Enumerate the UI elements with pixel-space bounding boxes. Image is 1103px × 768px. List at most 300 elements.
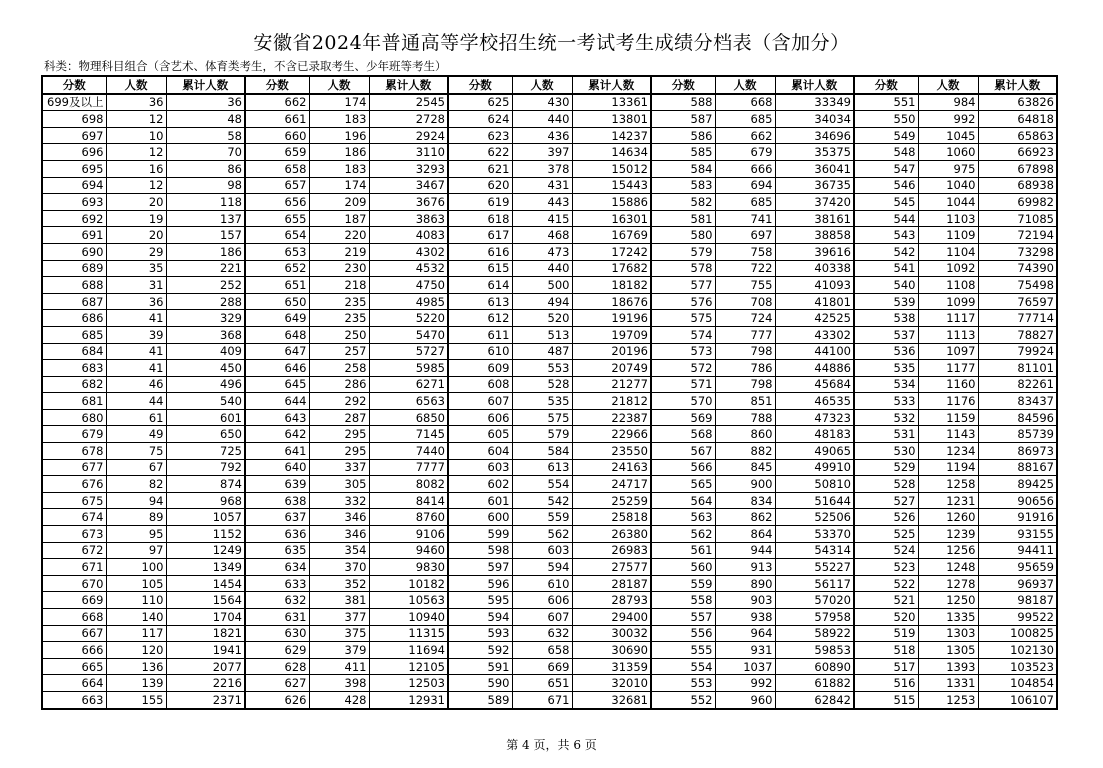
cell-score: 553 — [651, 675, 715, 692]
cell-count: 992 — [918, 111, 978, 128]
cell-count: 295 — [309, 426, 369, 443]
cell-cumulative: 34034 — [775, 111, 854, 128]
cell-cumulative: 874 — [166, 476, 245, 493]
cell-cumulative: 98 — [166, 177, 245, 194]
cell-cumulative: 252 — [166, 277, 245, 294]
cell-cumulative: 19709 — [572, 326, 651, 343]
cell-count: 610 — [512, 575, 572, 592]
cell-count: 1117 — [918, 310, 978, 327]
cell-count: 685 — [715, 111, 775, 128]
cell-cumulative: 157 — [166, 227, 245, 244]
cell-count: 903 — [715, 592, 775, 609]
cell-score: 698 — [42, 111, 106, 128]
cell-count: 834 — [715, 492, 775, 509]
cell-cumulative: 60890 — [775, 658, 854, 675]
header-count: 人数 — [512, 76, 572, 94]
cell-count: 97 — [106, 542, 166, 559]
cell-score: 641 — [245, 443, 309, 460]
cell-score: 673 — [42, 526, 106, 543]
table-row — [42, 575, 1057, 592]
cell-count: 12 — [106, 177, 166, 194]
cell-count: 882 — [715, 443, 775, 460]
cell-cumulative: 8082 — [369, 476, 448, 493]
cell-score: 681 — [42, 393, 106, 410]
cell-cumulative: 28187 — [572, 575, 651, 592]
cell-cumulative: 25259 — [572, 492, 651, 509]
cell-count: 1260 — [918, 509, 978, 526]
cell-score: 588 — [651, 94, 715, 111]
cell-count: 500 — [512, 277, 572, 294]
cell-count: 553 — [512, 360, 572, 377]
table-row — [42, 360, 1057, 377]
cell-cumulative: 85739 — [978, 426, 1057, 443]
cell-score: 697 — [42, 127, 106, 144]
cell-count: 860 — [715, 426, 775, 443]
cell-score: 526 — [854, 509, 918, 526]
cell-cumulative: 102130 — [978, 642, 1057, 659]
cell-score: 607 — [448, 393, 512, 410]
cell-score: 657 — [245, 177, 309, 194]
cell-count: 1253 — [918, 691, 978, 708]
cell-score: 554 — [651, 658, 715, 675]
cell-count: 258 — [309, 360, 369, 377]
cell-cumulative: 54314 — [775, 542, 854, 559]
cell-cumulative: 13801 — [572, 111, 651, 128]
cell-score: 544 — [854, 210, 918, 227]
cell-count: 559 — [512, 509, 572, 526]
cell-count: 1248 — [918, 559, 978, 576]
category-note: 科类：物理科目组合（含艺术、体育类考生，不含已录取考生、少年班等考生） — [44, 59, 447, 73]
cell-score: 695 — [42, 160, 106, 177]
cell-score: 608 — [448, 376, 512, 393]
cell-score: 696 — [42, 144, 106, 161]
cell-score: 659 — [245, 144, 309, 161]
cell-cumulative: 4083 — [369, 227, 448, 244]
cell-score: 602 — [448, 476, 512, 493]
header-count: 人数 — [106, 76, 166, 94]
cell-count: 12 — [106, 144, 166, 161]
cell-cumulative: 24163 — [572, 459, 651, 476]
cell-cumulative: 6850 — [369, 409, 448, 426]
cell-cumulative: 96937 — [978, 575, 1057, 592]
cell-count: 219 — [309, 243, 369, 260]
header-score: 分数 — [651, 76, 715, 94]
table-row — [42, 459, 1057, 476]
cell-count: 136 — [106, 658, 166, 675]
cell-cumulative: 44886 — [775, 360, 854, 377]
cell-count: 662 — [715, 127, 775, 144]
cell-count: 19 — [106, 210, 166, 227]
cell-cumulative: 1564 — [166, 592, 245, 609]
cell-score: 628 — [245, 658, 309, 675]
cell-count: 671 — [512, 691, 572, 708]
cell-cumulative: 31359 — [572, 658, 651, 675]
cell-count: 788 — [715, 409, 775, 426]
header-count: 人数 — [918, 76, 978, 94]
cell-score: 665 — [42, 658, 106, 675]
cell-score: 534 — [854, 376, 918, 393]
cell-count: 295 — [309, 443, 369, 460]
cell-count: 89 — [106, 509, 166, 526]
cell-cumulative: 6271 — [369, 376, 448, 393]
cell-score: 670 — [42, 575, 106, 592]
cell-count: 286 — [309, 376, 369, 393]
cell-count: 41 — [106, 343, 166, 360]
cell-count: 798 — [715, 376, 775, 393]
cell-count: 1045 — [918, 127, 978, 144]
table-row — [42, 609, 1057, 626]
cell-cumulative: 13361 — [572, 94, 651, 111]
table-row — [42, 542, 1057, 559]
cell-cumulative: 71085 — [978, 210, 1057, 227]
cell-count: 1231 — [918, 492, 978, 509]
cell-cumulative: 2728 — [369, 111, 448, 128]
cell-count: 528 — [512, 376, 572, 393]
cell-cumulative: 67898 — [978, 160, 1057, 177]
cell-count: 579 — [512, 426, 572, 443]
cell-count: 651 — [512, 675, 572, 692]
cell-cumulative: 1454 — [166, 575, 245, 592]
table-row — [42, 310, 1057, 327]
cell-score: 601 — [448, 492, 512, 509]
cell-cumulative: 23550 — [572, 443, 651, 460]
cell-score: 572 — [651, 360, 715, 377]
cell-count: 513 — [512, 326, 572, 343]
cell-cumulative: 36041 — [775, 160, 854, 177]
cell-count: 36 — [106, 94, 166, 111]
cell-count: 741 — [715, 210, 775, 227]
cell-count: 16 — [106, 160, 166, 177]
cell-cumulative: 26380 — [572, 526, 651, 543]
cell-cumulative: 22387 — [572, 409, 651, 426]
cell-score: 576 — [651, 293, 715, 310]
cell-score: 625 — [448, 94, 512, 111]
cell-score: 699及以上 — [42, 94, 106, 111]
cell-cumulative: 650 — [166, 426, 245, 443]
cell-count: 82 — [106, 476, 166, 493]
cell-count: 187 — [309, 210, 369, 227]
cell-count: 1143 — [918, 426, 978, 443]
cell-cumulative: 72194 — [978, 227, 1057, 244]
header-count: 人数 — [715, 76, 775, 94]
cell-score: 609 — [448, 360, 512, 377]
cell-count: 186 — [309, 144, 369, 161]
cell-score: 694 — [42, 177, 106, 194]
cell-count: 862 — [715, 509, 775, 526]
cell-score: 584 — [651, 160, 715, 177]
cell-score: 647 — [245, 343, 309, 360]
cell-cumulative: 75498 — [978, 277, 1057, 294]
cell-score: 527 — [854, 492, 918, 509]
cell-cumulative: 288 — [166, 293, 245, 310]
cell-cumulative: 1152 — [166, 526, 245, 543]
cell-cumulative: 46535 — [775, 393, 854, 410]
cell-count: 140 — [106, 609, 166, 626]
cell-score: 582 — [651, 194, 715, 211]
cell-count: 1258 — [918, 476, 978, 493]
cell-cumulative: 81101 — [978, 360, 1057, 377]
cell-score: 672 — [42, 542, 106, 559]
cell-count: 685 — [715, 194, 775, 211]
cell-cumulative: 74390 — [978, 260, 1057, 277]
cell-score: 568 — [651, 426, 715, 443]
cell-score: 605 — [448, 426, 512, 443]
table-row — [42, 526, 1057, 543]
cell-score: 557 — [651, 609, 715, 626]
cell-cumulative: 2077 — [166, 658, 245, 675]
cell-score: 543 — [854, 227, 918, 244]
cell-cumulative: 10182 — [369, 575, 448, 592]
cell-score: 629 — [245, 642, 309, 659]
cell-cumulative: 48183 — [775, 426, 854, 443]
cell-score: 653 — [245, 243, 309, 260]
cell-score: 632 — [245, 592, 309, 609]
cell-cumulative: 496 — [166, 376, 245, 393]
cell-score: 660 — [245, 127, 309, 144]
cell-cumulative: 58 — [166, 127, 245, 144]
cell-cumulative: 94411 — [978, 542, 1057, 559]
table-row — [42, 127, 1057, 144]
cell-cumulative: 41801 — [775, 293, 854, 310]
cell-score: 622 — [448, 144, 512, 161]
cell-cumulative: 65863 — [978, 127, 1057, 144]
cell-score: 577 — [651, 277, 715, 294]
cell-score: 592 — [448, 642, 512, 659]
table-row — [42, 476, 1057, 493]
cell-cumulative: 36 — [166, 94, 245, 111]
cell-count: 183 — [309, 160, 369, 177]
cell-score: 624 — [448, 111, 512, 128]
cell-count: 1092 — [918, 260, 978, 277]
cell-score: 631 — [245, 609, 309, 626]
cell-count: 984 — [918, 94, 978, 111]
cell-cumulative: 70 — [166, 144, 245, 161]
table-row — [42, 243, 1057, 260]
cell-count: 668 — [715, 94, 775, 111]
cell-cumulative: 30690 — [572, 642, 651, 659]
cell-count: 1060 — [918, 144, 978, 161]
cell-count: 235 — [309, 310, 369, 327]
cell-count: 694 — [715, 177, 775, 194]
cell-count: 174 — [309, 177, 369, 194]
cell-cumulative: 450 — [166, 360, 245, 377]
table-row — [42, 277, 1057, 294]
cell-count: 346 — [309, 526, 369, 543]
cell-count: 257 — [309, 343, 369, 360]
cell-count: 1335 — [918, 609, 978, 626]
cell-score: 683 — [42, 360, 106, 377]
cell-score: 594 — [448, 609, 512, 626]
cell-score: 680 — [42, 409, 106, 426]
cell-count: 1177 — [918, 360, 978, 377]
cell-cumulative: 66923 — [978, 144, 1057, 161]
table-row — [42, 210, 1057, 227]
cell-cumulative: 368 — [166, 326, 245, 343]
cell-score: 564 — [651, 492, 715, 509]
cell-cumulative: 7777 — [369, 459, 448, 476]
cell-cumulative: 3293 — [369, 160, 448, 177]
cell-count: 31 — [106, 277, 166, 294]
cell-count: 724 — [715, 310, 775, 327]
cell-cumulative: 9830 — [369, 559, 448, 576]
cell-count: 1250 — [918, 592, 978, 609]
table-row — [42, 492, 1057, 509]
cell-cumulative: 9106 — [369, 526, 448, 543]
cell-count: 67 — [106, 459, 166, 476]
cell-count: 378 — [512, 160, 572, 177]
cell-count: 606 — [512, 592, 572, 609]
table-row — [42, 194, 1057, 211]
cell-cumulative: 11694 — [369, 642, 448, 659]
cell-score: 623 — [448, 127, 512, 144]
cell-score: 563 — [651, 509, 715, 526]
cell-cumulative: 56117 — [775, 575, 854, 592]
cell-cumulative: 15012 — [572, 160, 651, 177]
cell-cumulative: 137 — [166, 210, 245, 227]
cell-cumulative: 24717 — [572, 476, 651, 493]
cell-cumulative: 93155 — [978, 526, 1057, 543]
cell-cumulative: 8414 — [369, 492, 448, 509]
cell-cumulative: 792 — [166, 459, 245, 476]
cell-cumulative: 17682 — [572, 260, 651, 277]
table-row — [42, 227, 1057, 244]
cell-cumulative: 21277 — [572, 376, 651, 393]
cell-cumulative: 4532 — [369, 260, 448, 277]
cell-count: 562 — [512, 526, 572, 543]
cell-score: 671 — [42, 559, 106, 576]
cell-score: 617 — [448, 227, 512, 244]
cell-count: 960 — [715, 691, 775, 708]
table-row — [42, 343, 1057, 360]
cell-cumulative: 33349 — [775, 94, 854, 111]
cell-score: 642 — [245, 426, 309, 443]
cell-count: 415 — [512, 210, 572, 227]
cell-cumulative: 18182 — [572, 277, 651, 294]
cell-cumulative: 1349 — [166, 559, 245, 576]
cell-score: 537 — [854, 326, 918, 343]
cell-score: 538 — [854, 310, 918, 327]
cell-cumulative: 40338 — [775, 260, 854, 277]
cell-count: 722 — [715, 260, 775, 277]
cell-score: 598 — [448, 542, 512, 559]
cell-cumulative: 76597 — [978, 293, 1057, 310]
cell-score: 652 — [245, 260, 309, 277]
cell-count: 575 — [512, 409, 572, 426]
cell-count: 430 — [512, 94, 572, 111]
cell-cumulative: 10940 — [369, 609, 448, 626]
cell-score: 521 — [854, 592, 918, 609]
header-score: 分数 — [448, 76, 512, 94]
cell-score: 658 — [245, 160, 309, 177]
cell-cumulative: 45684 — [775, 376, 854, 393]
cell-count: 473 — [512, 243, 572, 260]
cell-cumulative: 26983 — [572, 542, 651, 559]
cell-cumulative: 5470 — [369, 326, 448, 343]
table-row — [42, 675, 1057, 692]
cell-score: 593 — [448, 625, 512, 642]
cell-cumulative: 88167 — [978, 459, 1057, 476]
cell-score: 516 — [854, 675, 918, 692]
cell-score: 562 — [651, 526, 715, 543]
cell-cumulative: 64818 — [978, 111, 1057, 128]
score-distribution-table — [41, 75, 1058, 710]
cell-count: 110 — [106, 592, 166, 609]
cell-score: 580 — [651, 227, 715, 244]
cell-score: 556 — [651, 625, 715, 642]
cell-count: 1393 — [918, 658, 978, 675]
cell-cumulative: 63826 — [978, 94, 1057, 111]
cell-score: 655 — [245, 210, 309, 227]
cell-count: 117 — [106, 625, 166, 642]
cell-count: 94 — [106, 492, 166, 509]
cell-score: 600 — [448, 509, 512, 526]
cell-cumulative: 106107 — [978, 691, 1057, 708]
cell-count: 346 — [309, 509, 369, 526]
cell-score: 528 — [854, 476, 918, 493]
cell-score: 549 — [854, 127, 918, 144]
page-title: 安徽省2024年普通高等学校招生统一考试考生成绩分档表（含加分） — [253, 32, 850, 54]
cell-score: 675 — [42, 492, 106, 509]
cell-score: 664 — [42, 675, 106, 692]
cell-count: 155 — [106, 691, 166, 708]
cell-count: 1256 — [918, 542, 978, 559]
header-count: 人数 — [309, 76, 369, 94]
table-row — [42, 409, 1057, 426]
cell-cumulative: 221 — [166, 260, 245, 277]
cell-cumulative: 601 — [166, 409, 245, 426]
cell-score: 591 — [448, 658, 512, 675]
table-row — [42, 393, 1057, 410]
cell-count: 352 — [309, 575, 369, 592]
cell-count: 851 — [715, 393, 775, 410]
cell-count: 1234 — [918, 443, 978, 460]
cell-count: 584 — [512, 443, 572, 460]
cell-count: 1159 — [918, 409, 978, 426]
cell-score: 578 — [651, 260, 715, 277]
cell-cumulative: 16301 — [572, 210, 651, 227]
cell-cumulative: 11315 — [369, 625, 448, 642]
cell-count: 36 — [106, 293, 166, 310]
header-cumulative: 累计人数 — [166, 76, 245, 94]
cell-score: 666 — [42, 642, 106, 659]
cell-score: 555 — [651, 642, 715, 659]
cell-count: 49 — [106, 426, 166, 443]
cell-cumulative: 27577 — [572, 559, 651, 576]
cell-cumulative: 28793 — [572, 592, 651, 609]
cell-cumulative: 52506 — [775, 509, 854, 526]
cell-count: 44 — [106, 393, 166, 410]
cell-score: 620 — [448, 177, 512, 194]
cell-cumulative: 86973 — [978, 443, 1057, 460]
cell-score: 676 — [42, 476, 106, 493]
cell-cumulative: 41093 — [775, 277, 854, 294]
cell-count: 632 — [512, 625, 572, 642]
cell-cumulative: 16769 — [572, 227, 651, 244]
cell-count: 777 — [715, 326, 775, 343]
cell-score: 649 — [245, 310, 309, 327]
cell-score: 548 — [854, 144, 918, 161]
cell-count: 1113 — [918, 326, 978, 343]
cell-cumulative: 20196 — [572, 343, 651, 360]
cell-cumulative: 14634 — [572, 144, 651, 161]
cell-cumulative: 725 — [166, 443, 245, 460]
cell-count: 381 — [309, 592, 369, 609]
cell-cumulative: 20749 — [572, 360, 651, 377]
cell-score: 567 — [651, 443, 715, 460]
cell-score: 550 — [854, 111, 918, 128]
cell-score: 654 — [245, 227, 309, 244]
cell-count: 41 — [106, 310, 166, 327]
